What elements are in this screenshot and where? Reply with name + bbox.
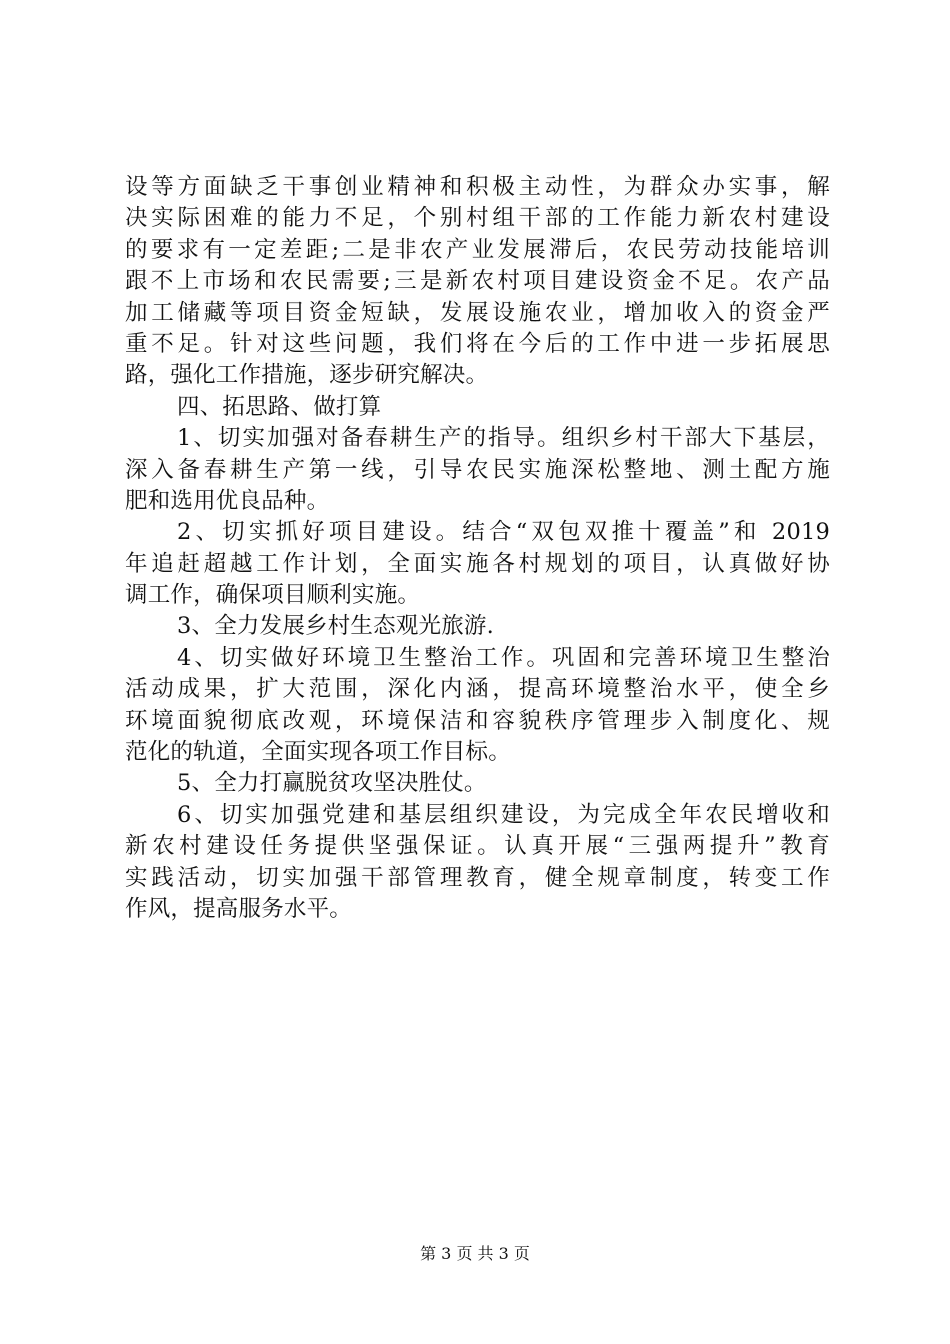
text-line-14: 调工作，确保项目顺利实施。 — [125, 582, 421, 609]
text-line-15: 3、全力发展乡村生态观光旅游. — [177, 613, 494, 640]
text-line-9: 1、切实加强对备春耕生产的指导。组织乡村干部大下基层， — [177, 425, 830, 452]
section-heading: 四、拓思路、做打算 — [177, 393, 382, 420]
page-number-footer: 第 3 页 共 3 页 — [420, 1244, 530, 1263]
text-line-10: 深入备春耕生产第一线，引导农民实施深松整地、测土配方施 — [125, 456, 830, 483]
text-line-18: 环境面貌彻底改观，环境保洁和容貌秩序管理步入制度化、规 — [125, 707, 830, 734]
text-line-1: 设等方面缺乏干事创业精神和积极主动性，为群众办实事，解 — [125, 174, 830, 200]
text-line-6: 重不足。针对这些问题，我们将在今后的工作中进一步拓展思 — [125, 330, 830, 357]
text-line-19: 范化的轨道，全面实现各项工作目标。 — [125, 739, 511, 766]
text-line-20: 5、全力打赢脱贫攻坚决胜仗。 — [177, 770, 487, 797]
text-line-2: 决实际困难的能力不足，个别村组干部的工作能力新农村建设 — [125, 205, 830, 232]
text-line-7: 路，强化工作措施，逐步研究解决。 — [125, 362, 489, 389]
text-line-17: 活动成果，扩大范围，深化内涵，提高环境整治水平，使全乡 — [125, 676, 830, 703]
text-line-12: 2、切实抓好项目建设。结合“双包双推十覆盖”和 2019 — [177, 519, 830, 546]
text-line-16: 4、切实做好环境卫生整治工作。巩固和完善环境卫生整治 — [177, 644, 830, 671]
text-line-5: 加工储藏等项目资金短缺，发展设施农业，增加收入的资金严 — [125, 299, 830, 326]
text-line-24: 作风，提高服务水平。 — [125, 895, 353, 922]
text-line-22: 新农村建设任务提供坚强保证。认真开展“三强两提升”教育 — [125, 833, 830, 860]
text-line-13: 年追赶超越工作计划，全面实施各村规划的项目，认真做好协 — [125, 550, 830, 577]
text-line-3: 的要求有一定差距;二是非农产业发展滞后，农民劳动技能培训 — [125, 236, 830, 263]
document-body — [125, 172, 830, 925]
text-line-21: 6、切实加强党建和基层组织建设，为完成全年农民增收和 — [177, 801, 830, 828]
text-line-4: 跟不上市场和农民需要;三是新农村项目建设资金不足。农产品 — [125, 268, 830, 295]
text-line-11: 肥和选用优良品种。 — [125, 487, 330, 514]
text-line-23: 实践活动，切实加强干部管理教育，健全规章制度，转变工作 — [125, 864, 830, 891]
